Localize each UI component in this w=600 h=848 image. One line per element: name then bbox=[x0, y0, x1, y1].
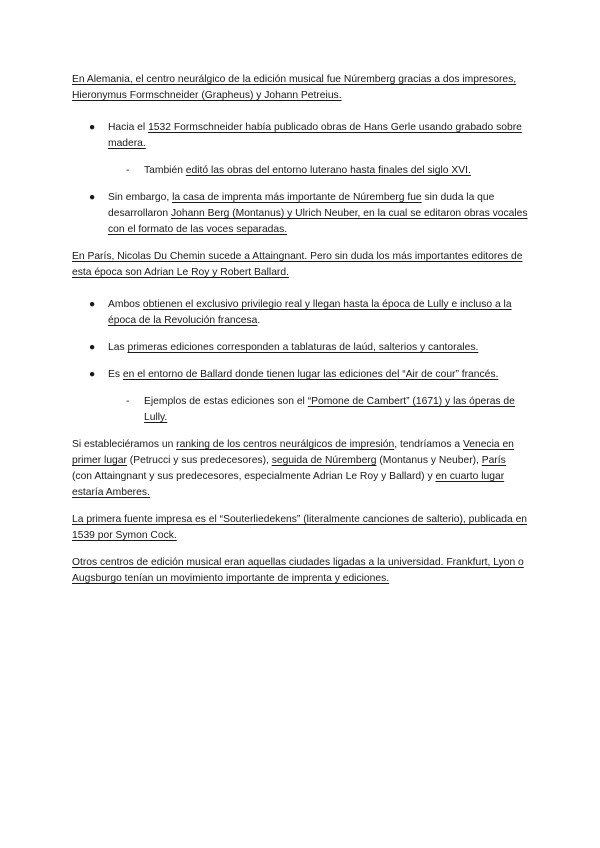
bullet-item-privilegio bbox=[72, 297, 528, 329]
bullet-icon: ● bbox=[89, 299, 96, 310]
underlined-text: ranking de los centros neurálgicos de impresión bbox=[176, 439, 395, 450]
underlined-text: 1532 Formschneider había publicado obras de Hans Gerle usando grabado sobre madera. bbox=[108, 122, 522, 149]
underlined-text: la casa de imprenta más importante de Núremberg fue bbox=[172, 192, 422, 203]
text: Ejemplos de estas ediciones son el bbox=[144, 396, 308, 407]
underlined-text: París bbox=[481, 455, 506, 466]
paragraph-ranking bbox=[72, 437, 528, 501]
text: , tendríamos a bbox=[394, 439, 463, 450]
bullet-icon: ● bbox=[89, 342, 96, 353]
bullet-item-formschneider bbox=[72, 120, 528, 152]
paragraph-alemania bbox=[72, 72, 528, 104]
underlined-text: seguida de Núremberg bbox=[271, 455, 377, 466]
text: Ambos bbox=[108, 299, 143, 310]
text: (Montanus y Neuber), bbox=[376, 455, 482, 466]
text: Las bbox=[108, 342, 128, 353]
dash-item-luterano bbox=[72, 163, 528, 179]
underlined-text: Otros centros de edición musical eran aquellas ciudades ligadas a la universidad. Frankfurt, Lyon o Augsburgo tenían un movimiento importante de imprenta y ediciones. bbox=[72, 557, 524, 584]
underlined-text: obtienen el exclusivo privilegio real y llegan hasta la época de Lully e incluso a la época de la Revolución francesa bbox=[108, 299, 512, 326]
dash-item-pomone bbox=[72, 394, 528, 426]
bullet-item-montanus bbox=[72, 190, 528, 238]
underlined-text: en cuarto lugar estaría Amberes. bbox=[72, 471, 505, 498]
bullet-icon: ● bbox=[89, 122, 96, 133]
underlined-text: en el entorno de Ballard donde tienen lugar las ediciones del “Air de cour” francés. bbox=[122, 369, 499, 380]
text: Sin embargo, bbox=[108, 192, 173, 203]
underlined-text: En Alemania, el centro neurálgico de la edición musical fue Núremberg gracias a dos impresores, Hieronymus Formschneider (Grapheus) y Johann Petreius. bbox=[72, 74, 517, 101]
bullet-icon: ● bbox=[89, 369, 96, 380]
text: Si estableciéramos un bbox=[72, 439, 177, 450]
underlined-text: editó las obras del entorno luterano hasta finales del siglo XVI. bbox=[185, 165, 471, 176]
bullet-item-ediciones bbox=[72, 340, 528, 356]
dash-icon: - bbox=[126, 165, 130, 176]
underlined-text: Venecia en primer lugar bbox=[72, 439, 514, 466]
text: Es bbox=[108, 369, 123, 380]
underlined-text: primeras ediciones corresponden a tablaturas de laúd, salterios y cantorales. bbox=[127, 342, 479, 353]
document-page bbox=[72, 72, 528, 598]
text: sin duda la que desarrollaron bbox=[108, 192, 495, 219]
underlined-text: “Pomone de Cambert” (1671) y las óperas de Lully. bbox=[144, 396, 515, 423]
underlined-text: Johann Berg (Montanus) y Ulrich Neuber, en la cual se editaron obras vocales con el formato de las voces separadas. bbox=[108, 208, 528, 235]
bullet-icon: ● bbox=[89, 192, 96, 203]
underlined-text: En París, Nicolas Du Chemin sucede a Attaingnant. Pero sin duda los más importantes editores de esta época son Adrian Le Roy y Robert Ballard. bbox=[72, 251, 523, 278]
dash-icon: - bbox=[126, 396, 130, 407]
text: También bbox=[144, 165, 186, 176]
paragraph-otros-centros bbox=[72, 555, 528, 587]
paragraph-souterliedekens bbox=[72, 512, 528, 544]
text: (Petrucci y sus predecesores), bbox=[126, 455, 272, 466]
text: Hacia el bbox=[108, 122, 149, 133]
paragraph-paris bbox=[72, 249, 528, 281]
bullet-item-air-de-cour bbox=[72, 367, 528, 383]
underlined-text: La primera fuente impresa es el “Souterliedekens” (literalmente canciones de salterio), publicada en 1539 por Symon Cock. bbox=[72, 514, 528, 541]
text: (con Attaingnant y sus predecesores, especialmente Adrian Le Roy y Ballard) y bbox=[72, 471, 436, 482]
text: . bbox=[257, 315, 261, 326]
